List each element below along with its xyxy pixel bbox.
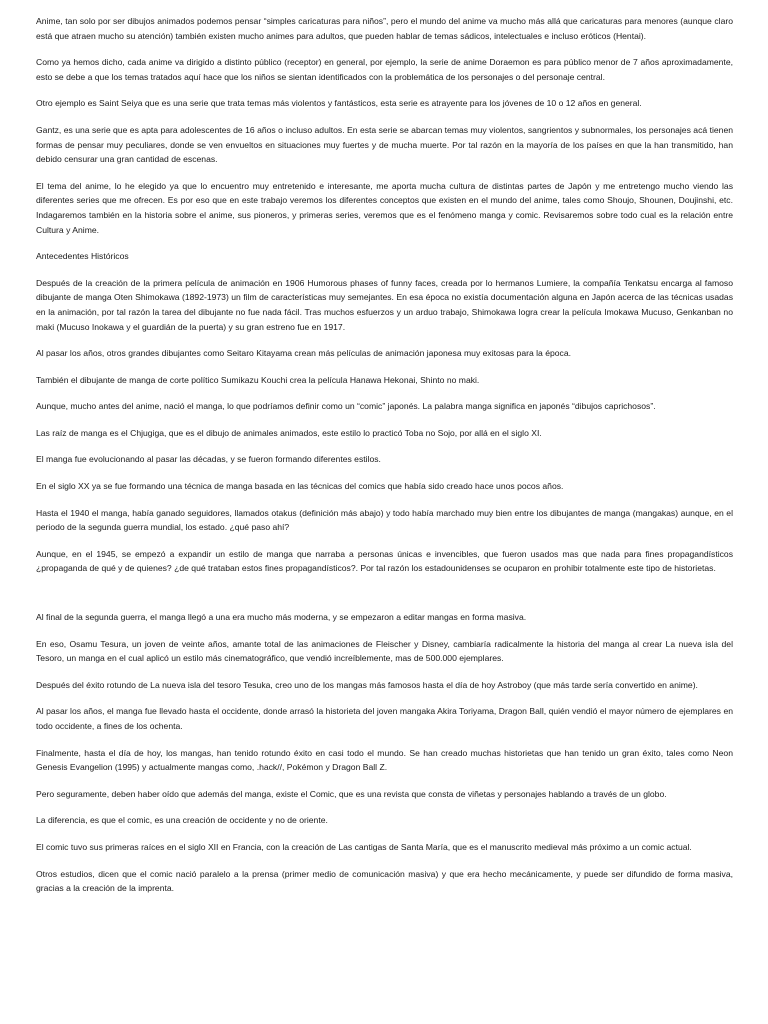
paragraph-saint-seiya: Otro ejemplo es Saint Seiya que es una serie que trata temas más violentos y fantásticos, esta serie es atrayente para los jóvenes de 10 o 12 años en general. [36,98,642,109]
paragraph-gantz: Gantz, es una serie que es apta para adolescentes de 16 años o incluso adultos. En esta serie se abarcan temas muy violentos, sangrientos y subnormales, los personajes acá tienen formas de pensar muy peculiares, donde se ven envueltos en situaciones muy fuertes y de mucha muerte. Por tal razón en la mayoría de los países en que la han transmitido, han debido censurar una gran cantidad de escenas. [36,124,733,165]
section-heading-historical: Antecedentes Históricos [36,251,129,262]
paragraph-dragon-ball: Al pasar los años, el manga fue llevado hasta el occidente, donde arrasó la historieta del joven mangaka Akira Toriyama, Dragon Ball, quién vendió el mayor número de ejemplares en todo occidente, a fines de los ochenta. [36,706,733,731]
paragraph-topic-choice: El tema del anime, lo he elegido ya que lo encuentro muy entretenido e interesante, me aporta mucha cultura de distintas partes de Japón y me entretengo mucho viendo las diferentes series que me ofrecen. Es por eso que en este trabajo veremos los diferentes conceptos que existen en el mundo del anime, tales como Shoujo, Shounen, Doujinshi, etc. Indagaremos también en la historia sobre el anime, sus pioneros, y primeras series, veremos que es el fenómeno manga y comic. Revisaremos sobre todo cual es la relación entre Cultura y Anime. [36,180,733,235]
paragraph-comic-difference: La diferencia, es que el comic, es una creación de occidente y no de oriente. [36,815,328,826]
paragraph-1940: Hasta el 1940 el manga, había ganado seguidores, llamados otakus (definición más abajo) y todo había marchado muy bien entre los dibujantes de manga (mangakas) aunque, en el periodo de la segunda guerra mundial, los estado. ¿qué paso ahí? [36,507,733,533]
paragraph-doraemon: Como ya hemos dicho, cada anime va dirigido a distinto público (receptor) en general, por ejemplo, la serie de anime Doraemon es para público menor de 7 años aproximadamente, esto se debe a que los temas tratados aquí hace que los niños se sientan identificados con la problemática de los personajes o del personaje central. [36,57,733,82]
paragraph-twentieth-century: En el siglo XX ya se fue formando una técnica de manga basada en las técnicas del comics que había sido creado hace unos pocos años. [36,481,564,492]
paragraph-chjugiga: Las raíz de manga es el Chjugiga, que es el dibujo de animales animados, este estilo lo practicó Toba no Sojo, por allá en el siglo XI. [36,427,542,438]
paragraph-first-animation: Después de la creación de la primera película de animación en 1906 Humorous phases of funny faces, creada por lo hermanos Lumiere, la compañía Tenkatsu encarga al famoso dibujante de manga Oten Shimokawa (1892-1973) un film de características muy semejantes. En esa época no existía documentación alguna en Japón acerca de las técnicas usadas en la animación, por tal razón la tarea del dibujante no fue nada fácil. Tras muchos esfuerzos y un arduo trabajo, Shimokawa logra crear la película Imokawa Mucuso, Genkanban no maki (Mucuso Inokawa y el guardián de la puerta) y su gran estreno fue en 1917. [36,277,733,332]
paragraph-tesura: En eso, Osamu Tesura, un joven de veinte años, amante total de las animaciones de Fleischer y Disney, cambiaría radicalmente la historia del manga al crear La nueva isla del Tesoro, un manga en el cual aplicó un estilo más cinematográfico, que vendió increíblemente, mas de 500.000 ejemplares. [36,638,733,664]
paragraph-1945: Aunque, en el 1945, se empezó a expandir un estilo de manga que narraba a personas únicas e invencibles, que fueron usados mas que nada para fines propagandísticos ¿propaganda de qué y de quienes? ¿de qué trataban estos fines propagandísticos?. Por tal razón los estadounidenses se ocuparon en prohibir totalmente este tipo de historietas. [36,548,733,574]
paragraph-comic-intro: Pero seguramente, deben haber oído que además del manga, existe el Comic, que es una revista que consta de viñetas y personajes hablando a través de un globo. [36,788,667,799]
paragraph-anime-intro: Anime, tan solo por ser dibujos animados podemos pensar “simples caricaturas para niños”, pero el mundo del anime va mucho más allá que caricaturas para menores (aunque claro está que atraen mucho su atención) también existen mucho animes para adultos, que pueden hablar de temas sádicos, intelectuales e incluso eróticos (Hentai). [36,16,733,41]
paragraph-manga-origin: Aunque, mucho antes del anime, nació el manga, lo que podríamos definir como un “comic” japonés. La palabra manga significa en japonés “dibujos caprichosos”. [36,401,656,412]
paragraph-comic-press: Otros estudios, dicen que el comic nació paralelo a la prensa (primer medio de comunicación masiva) y que era hecho mecánicamente, y puede ser difundido de forma masiva, gracias a la creación de la imprenta. [36,868,733,894]
paragraph-modern-manga: Finalmente, hasta el día de hoy, los mangas, han tenido rotundo éxito en casi todo el mundo. Se han creado muchas historietas que han tenido un gran éxito, tales como Neon Genesis Evangelion (1995) y actualmente mangas como, .hack//, Pokémon y Dragon Ball Z. [36,747,733,773]
paragraph-kouchi: También el dibujante de manga de corte político Sumikazu Kouchi crea la película Hanawa Hekonai, Shinto no maki. [36,374,480,385]
paragraph-manga-evolution: El manga fue evolucionando al pasar las décadas, y se fueron formando diferentes estilos. [36,454,381,465]
paragraph-kitayama: Al pasar los años, otros grandes dibujantes como Seitaro Kitayama crean más películas de animación japonesa muy exitosas para la época. [36,348,572,359]
paragraph-post-war: Al final de la segunda guerra, el manga llegó a una era mucho más moderna, y se empezaron a editar mangas en forma masiva. [36,612,527,623]
paragraph-astroboy: Después del éxito rotundo de La nueva isla del tesoro Tesuka, creo uno de los mangas más famosos hasta el día de hoy Astroboy (que más tarde sería convertido en anime). [36,679,698,690]
document-page [36,14,733,908]
paragraph-comic-origin: El comic tuvo sus primeras raíces en el siglo XII en Francia, con la creación de Las cantigas de Santa María, que es el manuscrito medieval más próximo a un comic actual. [36,841,692,852]
